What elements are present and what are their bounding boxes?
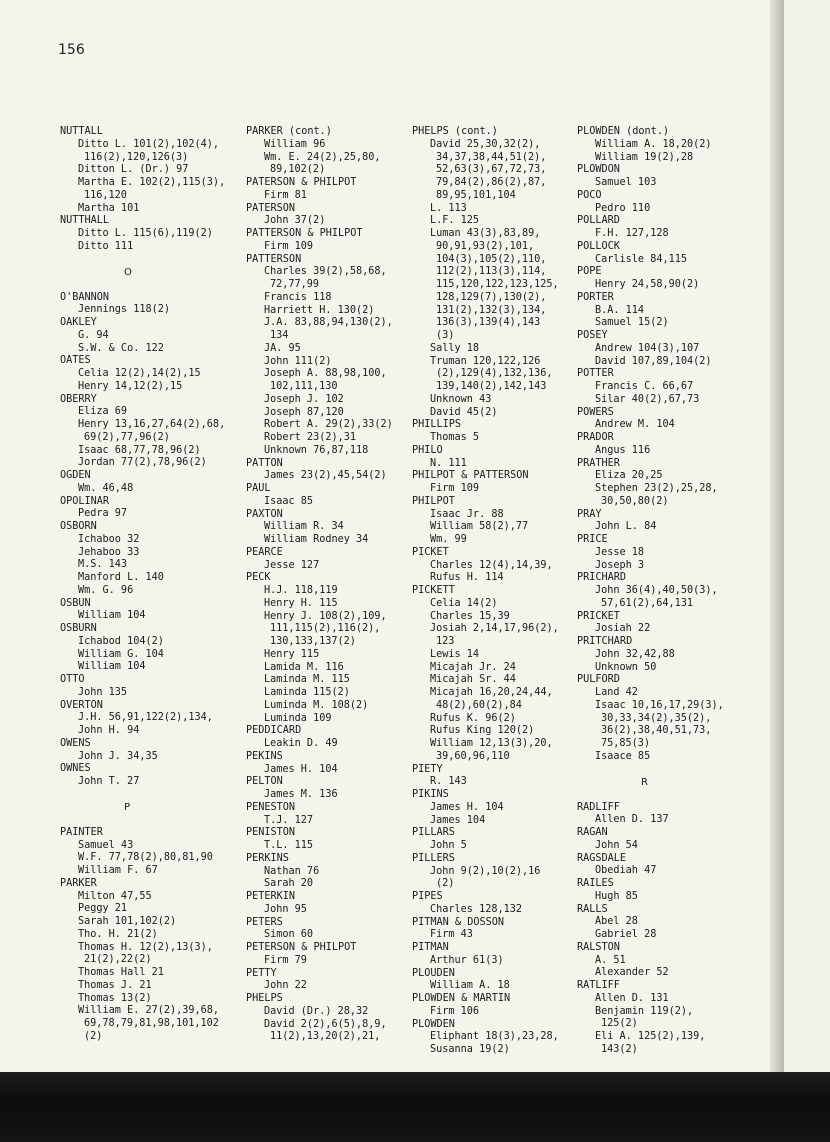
- entry-continuation: 116,120: [84, 189, 127, 201]
- name-entry: Thomas J. 21: [78, 979, 152, 991]
- entry-continuation: 115,120,122,123,125,: [436, 279, 559, 290]
- surname-heading: OWNES: [60, 763, 91, 775]
- entry-continuation: 116(2),120,126(3): [84, 151, 189, 163]
- name-entry: William 104: [78, 661, 146, 673]
- entry-continuation: 30,33,34(2),35(2),: [601, 712, 712, 724]
- name-entry: F.H. 127,128: [595, 228, 669, 239]
- entry-continuation: 112(2),113(3),114,: [436, 266, 547, 278]
- name-entry: Eliza 69: [78, 406, 128, 418]
- section-letter: O: [124, 266, 132, 278]
- name-entry: G. 94: [78, 329, 109, 341]
- name-entry: James 23(2),45,54(2): [264, 470, 387, 482]
- entry-continuation: 139,140(2),142,143: [436, 381, 547, 392]
- entry-continuation: (2),129(4),132,136,: [436, 368, 553, 380]
- facing-page-edge: [784, 0, 830, 1072]
- surname-heading: RAGAN: [577, 827, 608, 838]
- entry-continuation: 125(2): [601, 1018, 638, 1030]
- name-entry: William G. 104: [78, 648, 164, 660]
- name-entry: Firm 43: [430, 929, 473, 941]
- surname-heading: PORTER: [577, 291, 614, 303]
- surname-heading: PRITCHARD: [577, 636, 633, 647]
- entry-continuation: 79,84(2),86(2),87,: [436, 177, 547, 188]
- name-entry: Ditto L. 101(2),102(4),: [78, 138, 220, 150]
- name-entry: Thomas H. 12(2),13(3),: [78, 941, 213, 953]
- entry-continuation: 48(2),60(2),84: [436, 699, 522, 711]
- surname-heading: OSBURN: [60, 623, 97, 634]
- surname-heading: PIETY: [412, 763, 443, 775]
- entry-continuation: 102,111,130: [270, 381, 338, 392]
- name-entry: Henry J. 108(2),109,: [264, 610, 387, 622]
- name-entry: Charles 12(4),14,39,: [430, 559, 553, 571]
- entry-continuation: 69,78,79,81,98,101,102: [84, 1018, 219, 1029]
- name-entry: Simon 60: [264, 929, 314, 941]
- surname-heading: OTTO: [60, 674, 85, 685]
- name-entry: William 58(2),77: [430, 521, 529, 533]
- surname-heading: PATTERSON & PHILPOT: [246, 228, 363, 239]
- surname-heading: PILLERS: [412, 852, 455, 864]
- name-entry: Sarah 20: [264, 878, 314, 890]
- name-entry: Pedro 110: [595, 202, 651, 214]
- name-entry: John 54: [595, 839, 638, 851]
- name-entry: John 111(2): [264, 355, 332, 367]
- surname-heading: PARKER (cont.): [246, 126, 332, 137]
- name-entry: Micajah 16,20,24,44,: [430, 687, 553, 698]
- entry-continuation: (2): [84, 1030, 103, 1042]
- name-entry: Wm. 99: [430, 534, 467, 545]
- name-entry: Stephen 23(2),25,28,: [595, 483, 718, 494]
- name-entry: Celia 12(2),14(2),15: [78, 368, 201, 379]
- name-entry: L.F. 125: [430, 215, 480, 227]
- name-entry: Sally 18: [430, 342, 480, 354]
- name-entry: Firm 106: [430, 1005, 480, 1017]
- surname-heading: PAINTER: [60, 826, 103, 838]
- entry-continuation: 34,37,38,44,51(2),: [436, 151, 547, 163]
- name-entry: Charles 15,39: [430, 610, 510, 622]
- index-column-3: [412, 126, 592, 1057]
- name-entry: Milton 47,55: [78, 890, 152, 902]
- name-entry: William F. 67: [78, 865, 158, 876]
- name-entry: Alexander 52: [595, 967, 669, 979]
- name-entry: Truman 120,122,126: [430, 355, 541, 367]
- surname-heading: PERKINS: [246, 852, 289, 864]
- surname-heading: PLOWDEN & MARTIN: [412, 993, 511, 1004]
- name-entry: Firm 79: [264, 954, 307, 966]
- name-entry: Unknown 50: [595, 661, 657, 673]
- name-entry: Manford L. 140: [78, 572, 164, 583]
- surname-heading: OPOLINAR: [60, 495, 110, 507]
- entry-continuation: 131(2),132(3),134,: [436, 304, 547, 316]
- name-entry: Hugh 85: [595, 890, 638, 902]
- name-entry: Unknown 76,87,118: [264, 444, 369, 456]
- name-entry: Wm. E. 24(2),25,80,: [264, 151, 381, 163]
- surname-heading: PATERSON: [246, 202, 296, 214]
- name-entry: Isaac Jr. 88: [430, 508, 504, 520]
- name-entry: R. 143: [430, 776, 467, 788]
- name-entry: Angus 116: [595, 444, 651, 456]
- name-entry: Luminda M. 108(2): [264, 699, 369, 711]
- name-entry: William 12,13(3),20,: [430, 738, 553, 749]
- name-entry: James H. 104: [264, 763, 338, 775]
- surname-heading: PIKINS: [412, 789, 449, 800]
- book-gutter: [770, 0, 784, 1072]
- name-entry: Andrew 104(3),107: [595, 342, 700, 354]
- entry-continuation: 90,91,93(2),101,: [436, 240, 535, 252]
- name-entry: Susanna 19(2): [430, 1044, 510, 1055]
- surname-heading: PARKER: [60, 877, 97, 889]
- name-entry: M.S. 143: [78, 559, 128, 571]
- name-entry: A. 51: [595, 954, 626, 966]
- name-entry: Samuel 103: [595, 177, 657, 188]
- surname-heading: PHILO: [412, 444, 443, 456]
- surname-heading: RAGSDALE: [577, 852, 627, 864]
- surname-heading: POCO: [577, 189, 602, 201]
- name-entry: Peggy 21: [78, 903, 128, 915]
- surname-heading: PULFORD: [577, 674, 620, 686]
- name-entry: Micajah Jr. 24: [430, 661, 516, 673]
- name-entry: L. 113: [430, 202, 467, 214]
- name-entry: John 32,42,88: [595, 648, 675, 660]
- surname-heading: PHILLIPS: [412, 419, 462, 431]
- name-entry: Rufus H. 114: [430, 572, 504, 584]
- surname-heading: PATTERSON: [246, 253, 302, 265]
- name-entry: Allen D. 137: [595, 814, 669, 826]
- entry-continuation: 128,129(7),130(2),: [436, 291, 547, 303]
- entry-continuation: 30,50,80(2): [601, 495, 669, 507]
- page-number: 156: [58, 42, 85, 58]
- entry-continuation: (2): [436, 878, 455, 890]
- name-entry: Joseph J. 102: [264, 393, 344, 405]
- name-entry: Pedra 97: [78, 508, 128, 520]
- surname-heading: PHELPS (cont.): [412, 126, 498, 137]
- surname-heading: POTTER: [577, 368, 614, 380]
- entry-continuation: 69(2),77,96(2): [84, 431, 170, 443]
- name-entry: Obediah 47: [595, 865, 657, 877]
- surname-heading: O'BANNON: [60, 291, 110, 303]
- name-entry: Firm 81: [264, 189, 307, 201]
- name-entry: W.F. 77,78(2),80,81,90: [78, 852, 213, 864]
- name-entry: Benjamin 119(2),: [595, 1005, 694, 1017]
- name-entry: Samuel 15(2): [595, 317, 669, 329]
- surname-heading: PATTON: [246, 457, 283, 469]
- entry-continuation: 123: [436, 636, 455, 647]
- name-entry: N. 111: [430, 457, 467, 469]
- name-entry: William E. 27(2),39,68,: [78, 1005, 220, 1017]
- name-entry: John 22: [264, 980, 307, 992]
- surname-heading: POLLARD: [577, 215, 620, 227]
- surname-heading: PETERKIN: [246, 891, 296, 902]
- surname-heading: PENESTON: [246, 801, 296, 813]
- name-entry: Lewis 14: [430, 648, 480, 660]
- surname-heading: PATERSON & PHILPOT: [246, 177, 357, 188]
- name-entry: Francis C. 66,67: [595, 381, 694, 392]
- name-entry: Jordan 77(2),78,96(2): [78, 457, 207, 469]
- surname-heading: PENISTON: [246, 827, 296, 839]
- name-entry: Thomas 5: [430, 432, 480, 443]
- entry-continuation: 11(2),13,20(2),21,: [270, 1031, 381, 1043]
- name-entry: William 96: [264, 138, 326, 150]
- name-entry: Henry 24,58,90(2): [595, 279, 700, 290]
- name-entry: James H. 104: [430, 801, 504, 813]
- surname-heading: OWENS: [60, 737, 91, 749]
- name-entry: Isaac 85: [264, 495, 314, 507]
- surname-heading: OSBORN: [60, 521, 97, 532]
- surname-heading: POSEY: [577, 330, 608, 341]
- name-entry: Eliza 20,25: [595, 470, 663, 482]
- name-entry: Henry 13,16,27,64(2),68,: [78, 419, 226, 430]
- name-entry: William R. 34: [264, 521, 344, 533]
- surname-heading: POLLOCK: [577, 240, 620, 252]
- surname-heading: OSBUN: [60, 597, 91, 609]
- name-entry: Luminda 109: [264, 712, 332, 724]
- name-entry: Thomas Hall 21: [78, 967, 164, 978]
- name-entry: William A. 18,20(2): [595, 138, 712, 150]
- name-entry: Jesse 127: [264, 559, 320, 571]
- surname-heading: PLOUDEN: [412, 967, 455, 979]
- surname-heading: RADLIFF: [577, 801, 620, 813]
- surname-heading: POPE: [577, 266, 602, 278]
- surname-heading: PHILPOT & PATTERSON: [412, 470, 529, 482]
- entry-continuation: 111,115(2),116(2),: [270, 623, 381, 635]
- surname-heading: RALSTON: [577, 941, 620, 953]
- name-entry: Tho. H. 21(2): [78, 928, 158, 940]
- name-entry: James M. 136: [264, 789, 338, 800]
- name-entry: Henry 115: [264, 648, 320, 660]
- entry-continuation: 39,60,96,110: [436, 750, 510, 762]
- name-entry: Nathan 76: [264, 865, 320, 877]
- surname-heading: RAILES: [577, 878, 614, 889]
- entry-continuation: 104(3),105(2),110,: [436, 253, 547, 265]
- surname-heading: PRAY: [577, 508, 602, 520]
- name-entry: Firm 109: [430, 483, 480, 494]
- section-letter: R: [641, 776, 648, 788]
- name-entry: Jesse 18: [595, 546, 645, 558]
- name-entry: John J. 34,35: [78, 750, 158, 762]
- name-entry: Rufus K. 96(2): [430, 712, 516, 724]
- surname-heading: NUTTALL: [60, 126, 103, 137]
- surname-heading: RALLS: [577, 903, 608, 915]
- surname-heading: PRATHER: [577, 457, 620, 469]
- name-entry: John L. 84: [595, 521, 657, 533]
- name-entry: James 104: [430, 814, 486, 826]
- name-entry: David 2(2),6(5),8,9,: [264, 1018, 387, 1030]
- name-entry: Robert 23(2),31: [264, 432, 357, 443]
- surname-heading: PLOWDON: [577, 164, 620, 176]
- name-entry: Robert A. 29(2),33(2): [264, 419, 393, 431]
- name-entry: John 37(2): [264, 215, 326, 227]
- name-entry: Isaac 68,77,78,96(2): [78, 444, 201, 456]
- name-entry: William Rodney 34: [264, 534, 369, 545]
- name-entry: John 5: [430, 840, 467, 851]
- name-entry: William A. 18: [430, 980, 510, 992]
- name-entry: S.W. & Co. 122: [78, 342, 164, 354]
- name-entry: Eliphant 18(3),23,28,: [430, 1031, 559, 1043]
- name-entry: JA. 95: [264, 342, 301, 354]
- entry-continuation: (3): [436, 330, 455, 341]
- name-entry: William 19(2),28: [595, 151, 694, 163]
- name-entry: Thomas 13(2): [78, 992, 152, 1004]
- name-entry: John 95: [264, 903, 307, 915]
- surname-heading: OATES: [60, 355, 91, 367]
- name-entry: Luman 43(3),83,89,: [430, 228, 541, 239]
- name-entry: David 25,30,32(2),: [430, 138, 541, 150]
- entry-continuation: 72,77,99: [270, 279, 320, 290]
- name-entry: Charles 128,132: [430, 903, 523, 915]
- name-entry: John 9(2),10(2),16: [430, 865, 541, 877]
- name-entry: William 104: [78, 610, 146, 622]
- name-entry: Harriett H. 130(2): [264, 304, 375, 316]
- name-entry: Wm. 46,48: [78, 482, 134, 494]
- name-entry: B.A. 114: [595, 304, 645, 316]
- name-entry: Arthur 61(3): [430, 954, 504, 966]
- entry-continuation: 136(3),139(4),143: [436, 317, 541, 329]
- name-entry: Leakin D. 49: [264, 738, 338, 749]
- index-column-1: [60, 126, 240, 1044]
- name-entry: J.H. 56,91,122(2),134,: [78, 712, 213, 724]
- name-entry: Henry 14,12(2),15: [78, 380, 183, 392]
- name-entry: Firm 109: [264, 240, 314, 252]
- surname-heading: PECK: [246, 572, 271, 584]
- surname-heading: PEARCE: [246, 546, 283, 558]
- name-entry: Land 42: [595, 687, 638, 698]
- surname-heading: RATLIFF: [577, 980, 620, 991]
- surname-heading: POWERS: [577, 406, 614, 418]
- name-entry: Carlisle 84,115: [595, 253, 688, 265]
- name-entry: Lamida M. 116: [264, 661, 344, 673]
- name-entry: Joseph 87,120: [264, 406, 344, 418]
- scan-background: [0, 1072, 830, 1142]
- name-entry: Ditto 111: [78, 240, 134, 252]
- surname-heading: PITMAN & DOSSON: [412, 916, 505, 928]
- name-entry: Ichaboo 32: [78, 533, 140, 545]
- name-entry: Gabriel 28: [595, 929, 657, 940]
- entry-continuation: 52,63(3),67,72,73,: [436, 164, 547, 176]
- section-letter: P: [124, 801, 131, 813]
- name-entry: Henry H. 115: [264, 597, 338, 609]
- index-column-2: [246, 126, 426, 1044]
- name-entry: Charles 39(2),58,68,: [264, 266, 387, 278]
- surname-heading: PRICHARD: [577, 572, 627, 584]
- surname-heading: PICKET: [412, 546, 449, 558]
- name-entry: T.L. 115: [264, 840, 314, 851]
- entry-continuation: 134: [270, 330, 289, 341]
- surname-heading: PIPES: [412, 891, 443, 902]
- name-entry: Joseph A. 88,98,100,: [264, 368, 387, 380]
- name-entry: David 107,89,104(2): [595, 355, 712, 367]
- surname-heading: PLOWDEN: [412, 1018, 455, 1030]
- name-entry: Wm. G. 96: [78, 584, 134, 596]
- surname-heading: PRICKET: [577, 610, 620, 622]
- surname-heading: OBERRY: [60, 393, 97, 405]
- name-entry: John 135: [78, 686, 128, 698]
- name-entry: Andrew M. 104: [595, 419, 675, 431]
- name-entry: Eli A. 125(2),139,: [595, 1031, 706, 1042]
- entry-continuation: 75,85(3): [601, 738, 651, 749]
- name-entry: Micajah Sr. 44: [430, 674, 516, 686]
- surname-heading: PITMAN: [412, 942, 449, 953]
- name-entry: Samuel 43: [78, 839, 134, 851]
- surname-heading: OGDEN: [60, 470, 91, 481]
- name-entry: Ichabod 104(2): [78, 635, 164, 647]
- name-entry: Martha E. 102(2),115(3),: [78, 177, 226, 188]
- name-entry: Laminda 115(2): [264, 687, 350, 698]
- name-entry: Silar 40(2),67,73: [595, 393, 700, 405]
- index-column-4: [577, 126, 757, 1057]
- name-entry: Martha 101: [78, 202, 140, 214]
- surname-heading: PEDDICARD: [246, 725, 302, 737]
- surname-heading: NUTTHALL: [60, 215, 110, 227]
- surname-heading: PHELPS: [246, 993, 283, 1004]
- name-entry: John T. 27: [78, 776, 140, 787]
- name-entry: David 45(2): [430, 406, 498, 418]
- name-entry: Josiah 2,14,17,96(2),: [430, 623, 559, 635]
- entry-continuation: 130,133,137(2): [270, 636, 356, 647]
- surname-heading: PICKETT: [412, 585, 455, 596]
- surname-heading: PETERSON & PHILPOT: [246, 942, 357, 953]
- name-entry: Abel 28: [595, 916, 638, 928]
- name-entry: Ditton L. (Dr.) 97: [78, 164, 189, 176]
- surname-heading: PLOWDEN (dont.): [577, 126, 670, 137]
- name-entry: Josiah 22: [595, 623, 651, 635]
- surname-heading: PELTON: [246, 776, 283, 788]
- name-entry: Jennings 118(2): [78, 304, 171, 316]
- surname-heading: OAKLEY: [60, 317, 97, 328]
- name-entry: Isaac 10,16,17,29(3),: [595, 699, 724, 711]
- entry-continuation: 21(2),22(2): [84, 954, 152, 966]
- name-entry: Ditto L. 115(6),119(2): [78, 228, 213, 239]
- name-entry: Allen D. 131: [595, 992, 669, 1004]
- name-entry: Isaace 85: [595, 750, 651, 762]
- entry-continuation: 89,95,101,104: [436, 189, 516, 201]
- entry-continuation: 143(2): [601, 1043, 638, 1055]
- name-entry: John 36(4),40,50(3),: [595, 585, 718, 596]
- surname-heading: PEKINS: [246, 750, 283, 762]
- surname-heading: PRADOR: [577, 432, 614, 443]
- name-entry: Sarah 101,102(2): [78, 916, 177, 927]
- name-entry: Laminda M. 115: [264, 674, 350, 686]
- name-entry: Jehaboo 33: [78, 546, 140, 558]
- name-entry: David (Dr.) 28,32: [264, 1005, 369, 1017]
- surname-heading: OVERTON: [60, 699, 103, 711]
- name-entry: Rufus King 120(2): [430, 725, 535, 737]
- surname-heading: PETERS: [246, 916, 283, 928]
- entry-continuation: 36(2),38,40,51,73,: [601, 725, 712, 737]
- name-entry: John H. 94: [78, 725, 140, 736]
- name-entry: T.J. 127: [264, 814, 314, 826]
- surname-heading: PAUL: [246, 483, 271, 494]
- name-entry: Celia 14(2): [430, 597, 498, 609]
- surname-heading: PRICE: [577, 534, 608, 545]
- name-entry: Joseph 3: [595, 559, 645, 571]
- entry-continuation: 57,61(2),64,131: [601, 597, 694, 609]
- surname-heading: PILLARS: [412, 827, 455, 839]
- name-entry: Francis 118: [264, 291, 332, 303]
- surname-heading: PHILPOT: [412, 495, 455, 507]
- surname-heading: PAXTON: [246, 508, 283, 520]
- name-entry: Unknown 43: [430, 393, 492, 405]
- name-entry: H.J. 118,119: [264, 585, 338, 596]
- name-entry: J.A. 83,88,94,130(2),: [264, 317, 393, 329]
- surname-heading: PETTY: [246, 967, 277, 979]
- entry-continuation: 89,102(2): [270, 164, 326, 176]
